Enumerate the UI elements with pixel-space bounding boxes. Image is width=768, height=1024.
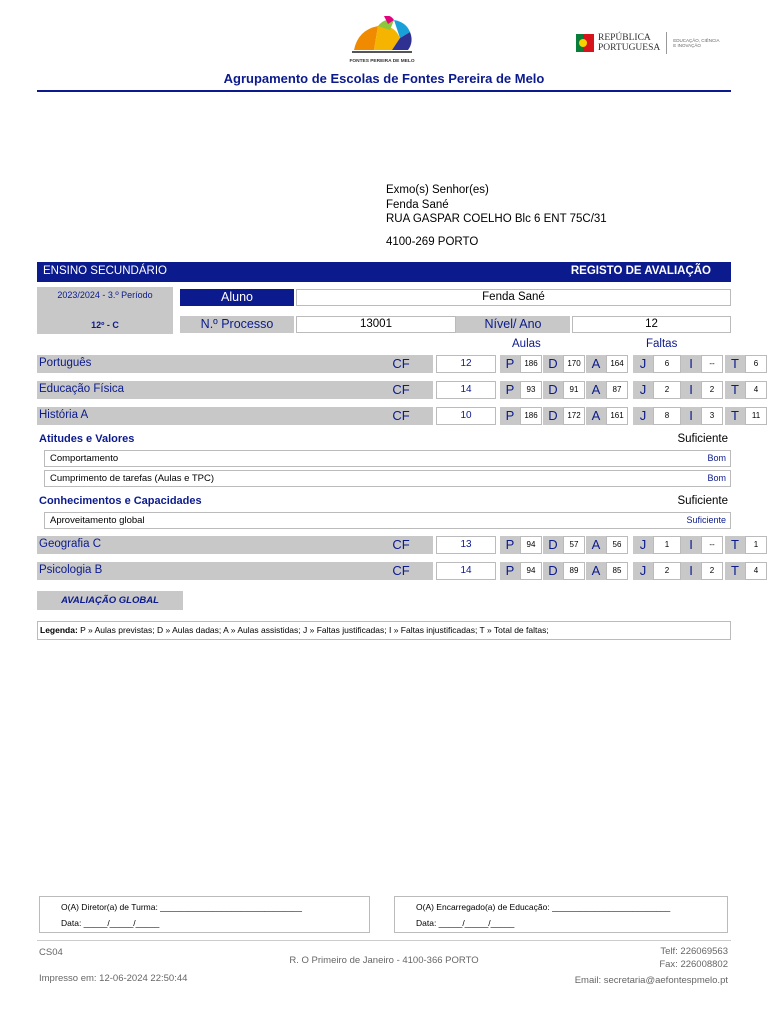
footer-address: R. O Primeiro de Janeiro - 4100-366 PORTO [289,955,479,966]
i-value: -- [701,536,723,554]
a-value: 164 [606,355,628,373]
j-label: J [633,562,653,580]
j-label: J [633,381,653,399]
subject-name: Português [37,355,369,373]
form-code: CS04 [39,947,63,958]
attitude-item [44,450,731,467]
i-value: 3 [701,407,723,425]
guardian-signature-box [394,896,728,933]
knowledge-title: Conhecimentos e Capacidades [39,495,202,507]
subject-name: Educação Física [37,381,369,399]
faltas-header: Faltas [646,338,678,350]
recipient-street: RUA GASPAR COELHO Blc 6 ENT 75C/31 [386,213,607,225]
a-value: 87 [606,381,628,399]
subject-name: Psicologia B [37,562,369,580]
j-label: J [633,536,653,554]
footer-phone: Telf: 226069563 [660,946,728,957]
cf-value: 13 [436,536,496,554]
cf-label: CF [369,407,433,425]
p-value: 94 [520,562,542,580]
recipient-address [386,183,607,249]
a-label: A [586,355,606,373]
j-value: 6 [653,355,681,373]
attitudes-overall: Suficiente [677,433,728,445]
legend-title: Legenda: [40,625,78,635]
d-value: 91 [563,381,585,399]
cf-label: CF [369,355,433,373]
school-name: Agrupamento de Escolas de Fontes Pereira de Melo [223,71,545,86]
t-label: T [725,562,745,580]
t-label: T [725,407,745,425]
section-bar [37,262,731,282]
i-value: -- [701,355,723,373]
guardian-date: Data: _____/_____/_____ [416,918,515,928]
d-label: D [543,381,563,399]
p-label: P [500,355,520,373]
p-label: P [500,536,520,554]
processo-value: 13001 [296,316,456,333]
t-value: 4 [745,381,767,399]
aulas-header: Aulas [512,338,541,350]
school-logo [348,16,416,66]
cf-label: CF [369,562,433,580]
p-label: P [500,407,520,425]
salutation: Exmo(s) Senhor(es) [386,184,489,196]
footer-email: Email: secretaria@aefontespmelo.pt [574,975,728,986]
attitudes-title: Atitudes e Valores [39,433,135,445]
guardian-signature: O(A) Encarregado(a) de Educação: _________________________ [416,902,671,912]
subject-name: História A [37,407,369,425]
printed-date: Impresso em: 12-06-2024 22:50:44 [39,973,188,984]
cf-value: 14 [436,562,496,580]
t-value: 1 [745,536,767,554]
legend-text: P » Aulas previstas; D » Aulas dadas; A » Aulas assistidas; J » Faltas justificadas; I » Faltas injustificadas; T » Total de faltas; [77,625,549,635]
t-value: 11 [745,407,767,425]
a-value: 161 [606,407,628,425]
j-label: J [633,407,653,425]
nivel-label: Nível/ Ano [456,316,570,333]
p-label: P [500,562,520,580]
subject-row [37,536,759,554]
i-label: I [681,407,701,425]
recipient-postal: 4100-269 PORTO [386,235,479,248]
subject-row [37,381,759,399]
a-label: A [586,381,606,399]
t-label: T [725,536,745,554]
t-value: 6 [745,355,767,373]
logo-caption: FONTES PEREIRA DE MELO [349,59,415,64]
legend [37,621,731,640]
school-period: 2023/2024 - 3.º Período [57,290,153,300]
d-value: 89 [563,562,585,580]
gov-sub2: E INOVAÇÃO [673,43,701,48]
p-value: 186 [520,407,542,425]
j-value: 8 [653,407,681,425]
knowledge-overall: Suficiente [677,495,728,507]
p-label: P [500,381,520,399]
i-value: 2 [701,381,723,399]
section-title: REGISTO DE AVALIAÇÃO [570,265,711,277]
footer-fax: Fax: 226008802 [659,959,728,970]
attitude-label: Comportamento [50,453,119,464]
knowledge-value: Suficiente [686,515,726,525]
i-label: I [681,355,701,373]
aluno-value: Fenda Sané [296,289,731,306]
a-value: 85 [606,562,628,580]
i-value: 2 [701,562,723,580]
cf-label: CF [369,536,433,554]
header-divider [37,90,731,92]
class-name: 12º - C [91,320,119,330]
d-value: 172 [563,407,585,425]
a-label: A [586,407,606,425]
subject-row [37,355,759,373]
global-evaluation-label: AVALIAÇÃO GLOBAL [37,591,183,610]
section-level: ENSINO SECUNDÁRIO [43,265,167,277]
gov-line2: PORTUGUESA [598,43,661,53]
nivel-value: 12 [572,316,731,333]
d-value: 57 [563,536,585,554]
gov-sub1: EDUCAÇÃO, CIÊNCIA [673,37,720,43]
gov-line1: REPÚBLICA [598,33,651,43]
attitude-value: Bom [707,473,726,483]
d-label: D [543,407,563,425]
knowledge-item [44,512,731,529]
a-value: 56 [606,536,628,554]
director-signature-box [39,896,370,933]
j-value: 1 [653,536,681,554]
p-value: 186 [520,355,542,373]
period-box [37,287,173,334]
i-label: I [681,562,701,580]
director-signature: O(A) Diretor(a) de Turma: ______________________________ [61,902,303,912]
j-value: 2 [653,562,681,580]
attitude-label: Cumprimento de tarefas (Aulas e TPC) [50,473,215,484]
subject-name: Geografia C [37,536,369,554]
knowledge-label: Aproveitamento global [50,515,145,526]
attitude-item [44,470,731,487]
i-label: I [681,381,701,399]
d-label: D [543,536,563,554]
director-date: Data: _____/_____/_____ [61,918,160,928]
d-label: D [543,355,563,373]
d-label: D [543,562,563,580]
aluno-label: Aluno [180,289,294,306]
attitude-value: Bom [707,453,726,463]
recipient-name: Fenda Sané [386,198,449,211]
a-label: A [586,536,606,554]
a-label: A [586,562,606,580]
flag-icon [576,32,594,54]
t-label: T [725,355,745,373]
j-value: 2 [653,381,681,399]
t-value: 4 [745,562,767,580]
cf-value: 10 [436,407,496,425]
processo-label: N.º Processo [180,316,294,333]
footer-divider [37,940,731,941]
j-label: J [633,355,653,373]
subject-row [37,407,761,425]
cf-value: 14 [436,381,496,399]
i-label: I [681,536,701,554]
government-logo [576,32,720,54]
cf-label: CF [369,381,433,399]
t-label: T [725,381,745,399]
p-value: 94 [520,536,542,554]
cf-value: 12 [436,355,496,373]
d-value: 170 [563,355,585,373]
p-value: 93 [520,381,542,399]
subject-row [37,562,759,580]
